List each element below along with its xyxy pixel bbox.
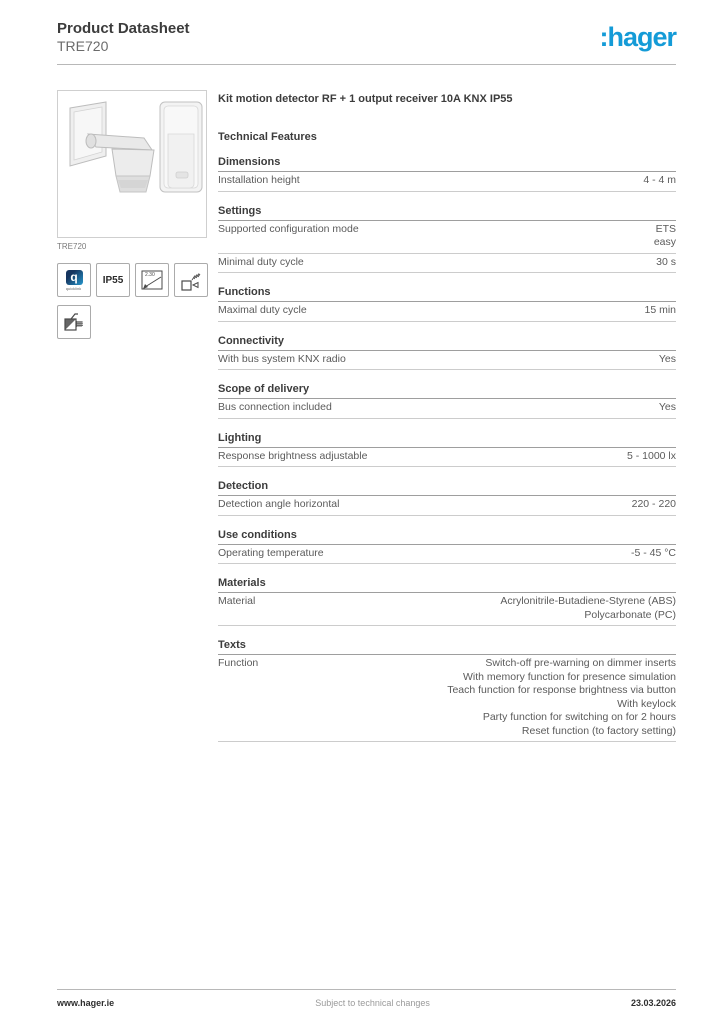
hager-logo: :hager <box>599 22 676 52</box>
spec-label: Maximal duty cycle <box>218 304 307 316</box>
spec-section <box>218 480 676 516</box>
spec-label: Installation height <box>218 174 300 186</box>
footer-divider <box>57 989 676 990</box>
spec-section <box>218 335 676 371</box>
spec-value: 4 - 4 m <box>643 174 676 186</box>
spec-label: With bus system KNX radio <box>218 352 346 365</box>
spec-section-heading: Functions <box>218 286 676 302</box>
spec-value: easy <box>653 236 676 248</box>
spec-section-heading: Texts <box>218 639 676 655</box>
spec-section-heading: Dimensions <box>218 156 676 172</box>
spec-values <box>270 657 676 738</box>
page-header <box>0 0 724 55</box>
radio-link-icon <box>174 263 208 297</box>
spec-value: 30 s <box>656 255 676 268</box>
spec-column <box>218 90 676 742</box>
spec-row <box>218 655 676 742</box>
spec-section <box>218 577 676 626</box>
spec-label: Response brightness adjustable <box>218 449 368 462</box>
spec-section-heading: Settings <box>218 205 676 221</box>
spec-values <box>344 401 676 415</box>
ip-rating-label: IP55 <box>102 274 124 286</box>
spec-value: With keylock <box>617 697 676 710</box>
spec-row <box>218 221 676 254</box>
spec-value: Polycarbonate (PC) <box>584 608 676 621</box>
product-title: Kit motion detector RF + 1 output receiver 10A KNX IP55 <box>218 93 513 105</box>
spec-section <box>218 286 676 322</box>
spec-value: 5 - 1000 lx <box>626 449 676 462</box>
spec-row <box>218 254 676 274</box>
spec-row <box>218 448 676 468</box>
spec-label: Material <box>218 595 256 607</box>
spec-value: Reset function (to factory setting) <box>521 724 676 737</box>
footer-row <box>57 998 676 1008</box>
spec-value: Acrylonitrile-Butadiene-Styrene (ABS) <box>500 595 676 607</box>
spec-value: With memory function for presence simulation <box>463 670 676 683</box>
spec-values <box>319 304 676 318</box>
spec-value: Yes <box>658 352 676 365</box>
spec-label: Operating temperature <box>218 546 324 559</box>
spec-section-heading: Scope of delivery <box>218 383 676 399</box>
page-content <box>0 65 724 742</box>
spec-row <box>218 172 676 192</box>
product-image-caption: TRE720 <box>57 242 87 251</box>
spec-values <box>267 595 676 622</box>
spec-label: Supported configuration mode <box>218 222 359 235</box>
spec-value: Yes <box>658 401 676 413</box>
spec-section <box>218 156 676 192</box>
footer-date: 23.03.2026 <box>630 998 676 1008</box>
spec-row <box>218 545 676 565</box>
spec-row <box>218 593 676 626</box>
spec-row <box>218 302 676 322</box>
spec-values <box>316 256 676 270</box>
ip-rating-badge <box>96 263 130 297</box>
spec-label: Function <box>218 657 259 669</box>
page-footer <box>57 989 676 1008</box>
product-image <box>57 90 207 238</box>
spec-section <box>218 529 676 565</box>
spec-values <box>379 450 676 464</box>
spec-row <box>218 496 676 516</box>
quicklink-label: quicklink <box>66 285 82 291</box>
quicklink-q-mark: q <box>66 270 83 285</box>
wall-bracket-icon <box>57 305 91 339</box>
spec-value: Switch-off pre-warning on dimmer inserts <box>485 657 676 669</box>
spec-section <box>218 205 676 274</box>
spec-section-heading: Detection <box>218 480 676 496</box>
quicklink-logo-icon <box>57 263 91 297</box>
product-panel <box>57 90 209 742</box>
spec-values <box>371 223 676 250</box>
spec-section <box>218 639 676 742</box>
spec-sections <box>218 156 676 742</box>
spec-section-heading: Connectivity <box>218 335 676 351</box>
spec-label: Bus connection included <box>218 401 332 413</box>
spec-value: 15 min <box>644 304 676 316</box>
page-title: Product Datasheet <box>57 20 190 37</box>
spec-value: -5 - 45 °C <box>630 546 676 559</box>
spec-section-heading: Lighting <box>218 432 676 448</box>
spec-section-heading: Materials <box>218 577 676 593</box>
svg-text:2.30: 2.30 <box>145 272 155 278</box>
spec-section-heading: Use conditions <box>218 529 676 545</box>
spec-label: Minimal duty cycle <box>218 255 304 268</box>
spec-row <box>218 399 676 419</box>
feature-icon-grid <box>57 263 209 339</box>
spec-value: 220 - 220 <box>631 498 676 510</box>
spec-value: ETS <box>655 222 676 235</box>
installation-height-icon <box>135 263 169 297</box>
spec-label: Detection angle horizontal <box>218 498 340 510</box>
spec-value: Teach function for response brightness via button <box>447 684 676 696</box>
spec-section <box>218 383 676 419</box>
header-titles <box>57 20 190 55</box>
product-illustration <box>60 94 204 234</box>
spec-row <box>218 351 676 371</box>
footer-note: Subject to technical changes <box>315 998 430 1008</box>
spec-values <box>351 498 676 512</box>
spec-value: Party function for switching on for 2 hours <box>482 711 676 723</box>
technical-features-heading: Technical Features <box>218 131 317 143</box>
footer-website: www.hager.ie <box>57 998 115 1008</box>
spec-values <box>312 174 676 188</box>
spec-values <box>358 353 676 367</box>
product-reference: TRE720 <box>57 38 109 54</box>
spec-values <box>336 547 676 561</box>
spec-section <box>218 432 676 468</box>
